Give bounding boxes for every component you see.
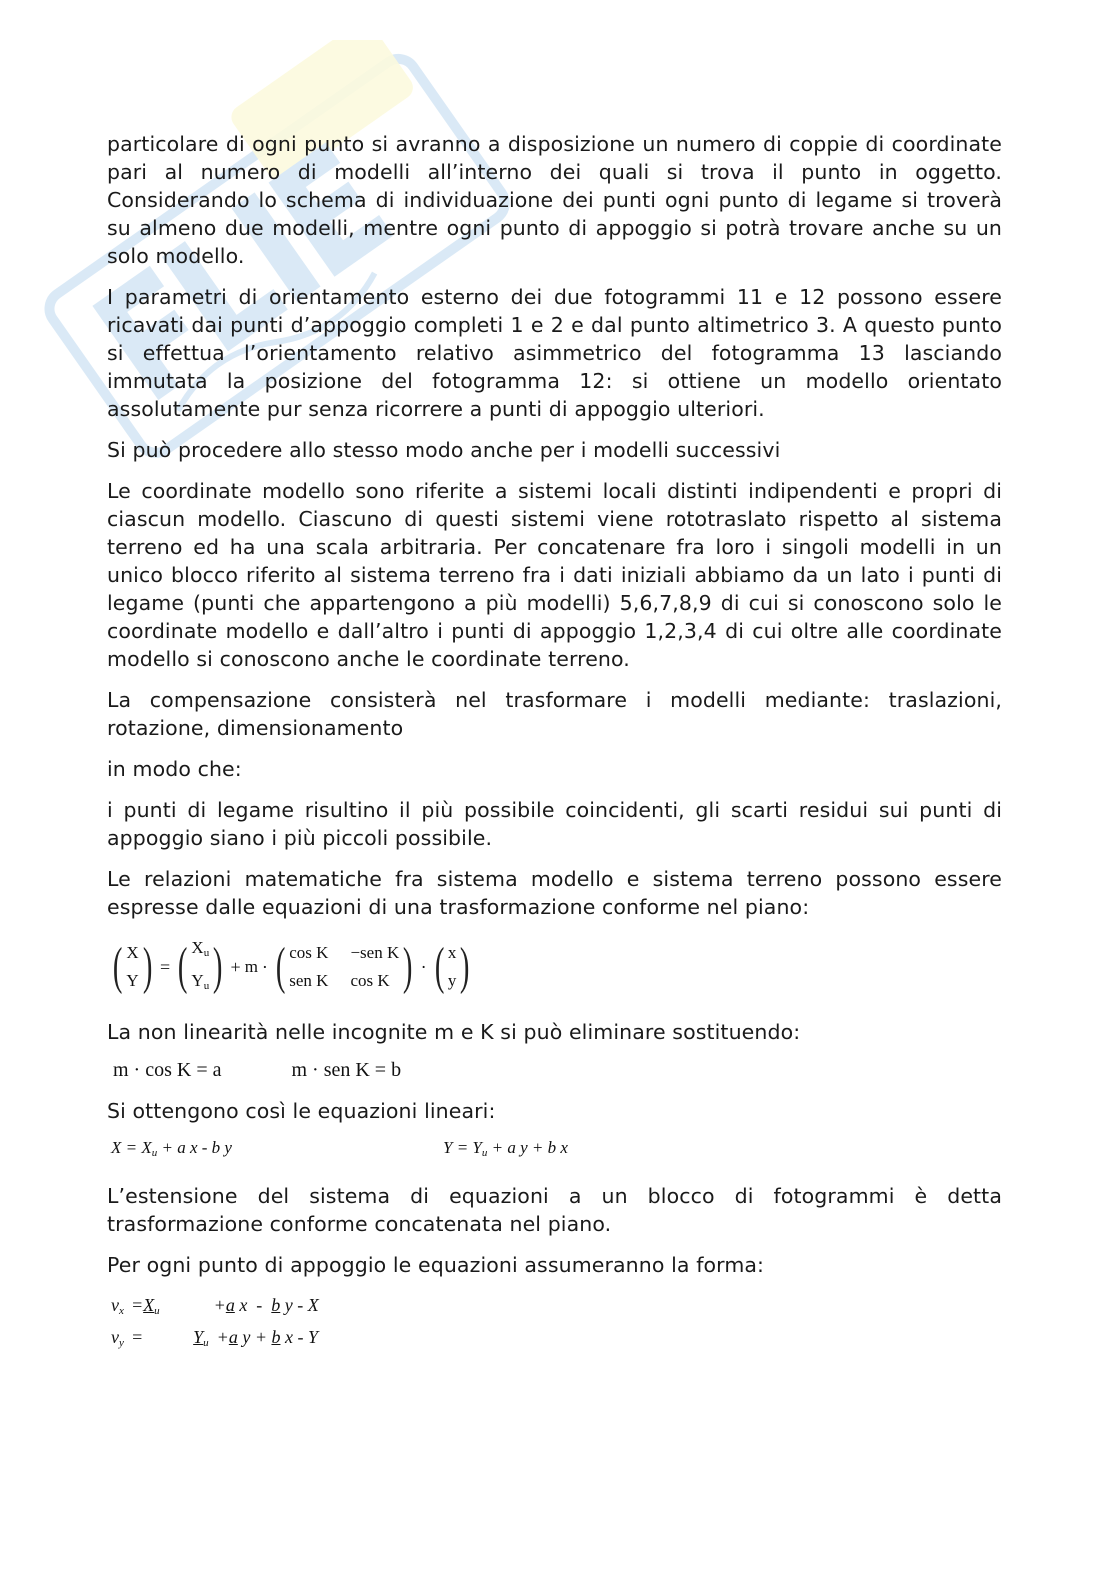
vector-XY: ( X Y )	[112, 938, 153, 995]
formula-linear-equations: $X = X_u + a$ x - b y $Y = Y_u + a$ y + b x	[111, 1138, 568, 1159]
formula-conformal-transformation: ( X Y ) = ( $X_u$ $Y_u$ ) + m · ( cos K −sen K sen K cos K ) · ( x y )	[109, 934, 1002, 1000]
paragraph: particolare di ogni punto si avranno a disposizione un numero di coppie di coordinate pari al numero di modelli all’interno dei quali si trova il punto in oggetto. Considerando lo schema di individuazione dei punti ogni punto di legame si troverà su almeno due modelli, mentre ogni punto di appoggio si potrà trovare anche su un solo modello.	[107, 132, 1002, 268]
paragraph: i punti di legame risultino il più possibile coincidenti, gli scarti residui sui punti di appoggio siano i più piccoli possibile.	[107, 798, 1002, 850]
vector-XuYu: ( $X_u$ $Y_u$ )	[177, 938, 223, 995]
paragraph: Si può procedere allo stesso modo anche per i modelli successivi	[107, 438, 781, 462]
vector-xy: ( x y )	[434, 938, 470, 995]
rotation-matrix: ( cos K −sen K sen K cos K )	[275, 938, 413, 995]
paragraph: La compensazione consisterà nel trasformare i modelli mediante: traslazioni, rotazione, dimensionamento	[107, 688, 1002, 740]
document-body	[107, 130, 1002, 1356]
paragraph: Si ottengono così le equazioni lineari:	[107, 1099, 496, 1123]
paragraph: in modo che:	[107, 757, 242, 781]
paragraph: Per ogni punto di appoggio le equazioni assumeranno la forma:	[107, 1253, 765, 1277]
formula-residual-equations: $v_x$ = $X_u$ + a x - b y - X $v_y$ = $Y_u$ + a y + b x - Y	[111, 1295, 319, 1349]
paragraph: I parametri di orientamento esterno dei due fotogrammi 11 e 12 possono essere ricavati dai punti d’appoggio completi 1 e 2 e dal punto altimetrico 3. A questo punto si effettua l’orientamento relativo asimmetrico del fotogramma 13 lasciando immutata la posizione del fotogramma 12: si ottiene un modello orientato assolutamente pur senza ricorrere a punti di appoggio ulteriori.	[107, 285, 1002, 421]
paragraph: Le coordinate modello sono riferite a sistemi locali distinti indipendenti e propri di ciascun modello. Ciascuno di questi sistemi viene rototraslato rispetto al sistema terreno ed ha una scala arbitraria. Per concatenare fra loro i singoli modelli in un unico blocco riferito al sistema terreno fra i dati iniziali abbiamo da un lato i punti di legame (punti che appartengono a più modelli) 5,6,7,8,9 di cui si conoscono solo le coordinate modello e dall’altro i punti di appoggio 1,2,3,4 di cui oltre alle coordinate modello si conoscono anche le coordinate terreno.	[107, 479, 1002, 671]
paragraph: Le relazioni matematiche fra sistema modello e sistema terreno possono essere espresse dalle equazioni di una trasformazione conforme nel piano:	[107, 867, 1002, 919]
paragraph: L’estensione del sistema di equazioni a un blocco di fotogrammi è detta trasformazione conforme concatenata nel piano.	[107, 1184, 1002, 1236]
formula-substitution: m · cos K = a m · sen K = b	[113, 1059, 402, 1081]
paragraph: La non linearità nelle incognite m e K si può eliminare sostituendo:	[107, 1020, 801, 1044]
